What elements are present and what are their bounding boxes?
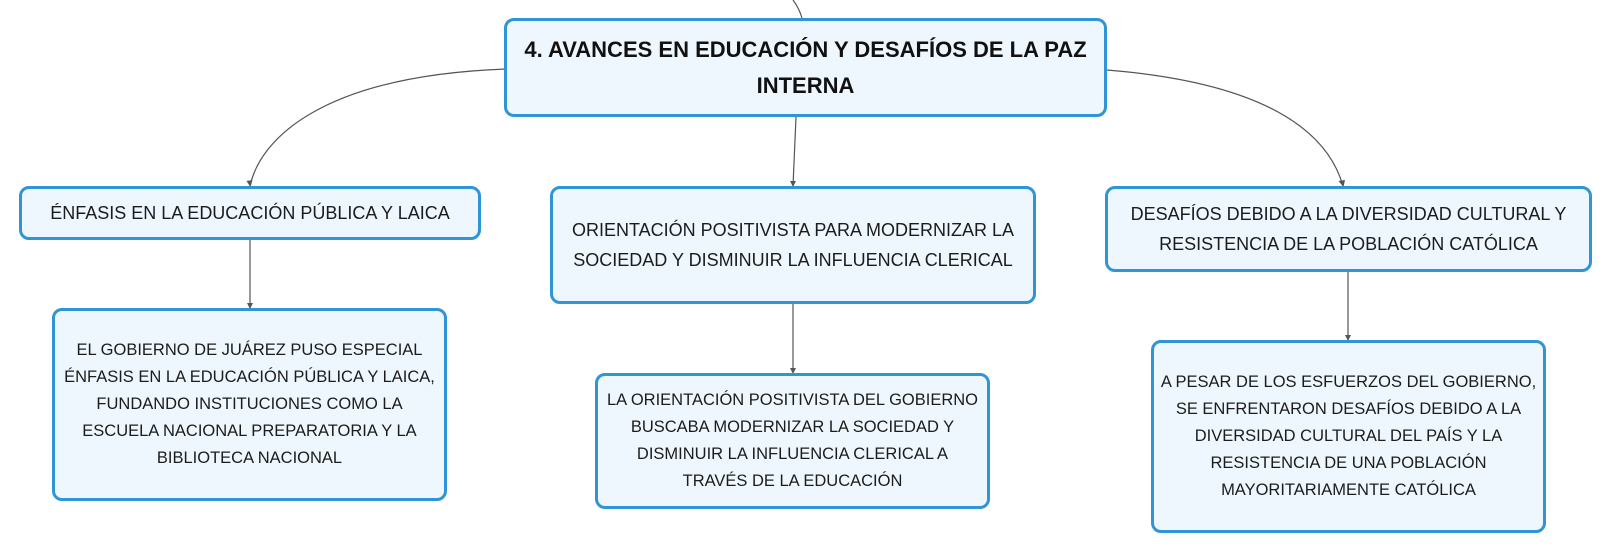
branch-topic-node-2[interactable] xyxy=(550,186,1036,304)
branch-topic-label: ÉNFASIS EN LA EDUCACIÓN PÚBLICA Y LAICA xyxy=(50,203,450,223)
root-topic-node[interactable] xyxy=(504,18,1107,117)
branch-topic-node-3[interactable] xyxy=(1105,186,1592,272)
connector-root-branch-1 xyxy=(250,69,506,186)
connector-root-branch-3 xyxy=(1107,70,1343,186)
detail-text: EL GOBIERNO DE JUÁREZ PUSO ESPECIAL ÉNFASIS EN LA EDUCACIÓN PÚBLICA Y LAICA, FUNDANDO INSTITUCIONES COMO LA ESCUELA NACIONAL PREPARATORIA Y LA BIBLIOTECA NACIONAL xyxy=(64,341,435,467)
connector-incoming xyxy=(793,0,802,18)
root-topic-label: 4. AVANCES EN EDUCACIÓN Y DESAFÍOS DE LA PAZ INTERNA xyxy=(524,36,1087,98)
branch-topic-node-1[interactable] xyxy=(19,186,481,240)
connector-root-branch-2 xyxy=(793,117,796,186)
detail-node-3[interactable] xyxy=(1151,340,1546,533)
detail-node-1[interactable] xyxy=(52,308,447,501)
branch-topic-label: DESAFÍOS DEBIDO A LA DIVERSIDAD CULTURAL Y RESISTENCIA DE LA POBLACIÓN CATÓLICA xyxy=(1130,204,1567,254)
branch-topic-label: ORIENTACIÓN POSITIVISTA PARA MODERNIZAR LA SOCIEDAD Y DISMINUIR LA INFLUENCIA CLERICAL xyxy=(571,220,1015,270)
detail-text: A PESAR DE LOS ESFUERZOS DEL GOBIERNO, SE ENFRENTARON DESAFÍOS DEBIDO A LA DIVERSIDAD CULTURAL DEL PAÍS Y LA RESISTENCIA DE UNA POBLACIÓN MAYORITARIAMENTE CATÓLICA xyxy=(1160,373,1537,499)
detail-node-2[interactable] xyxy=(595,373,990,509)
detail-text: LA ORIENTACIÓN POSITIVISTA DEL GOBIERNO BUSCABA MODERNIZAR LA SOCIEDAD Y DISMINUIR LA INFLUENCIA CLERICAL A TRAVÉS DE LA EDUCACIÓN xyxy=(606,391,979,490)
